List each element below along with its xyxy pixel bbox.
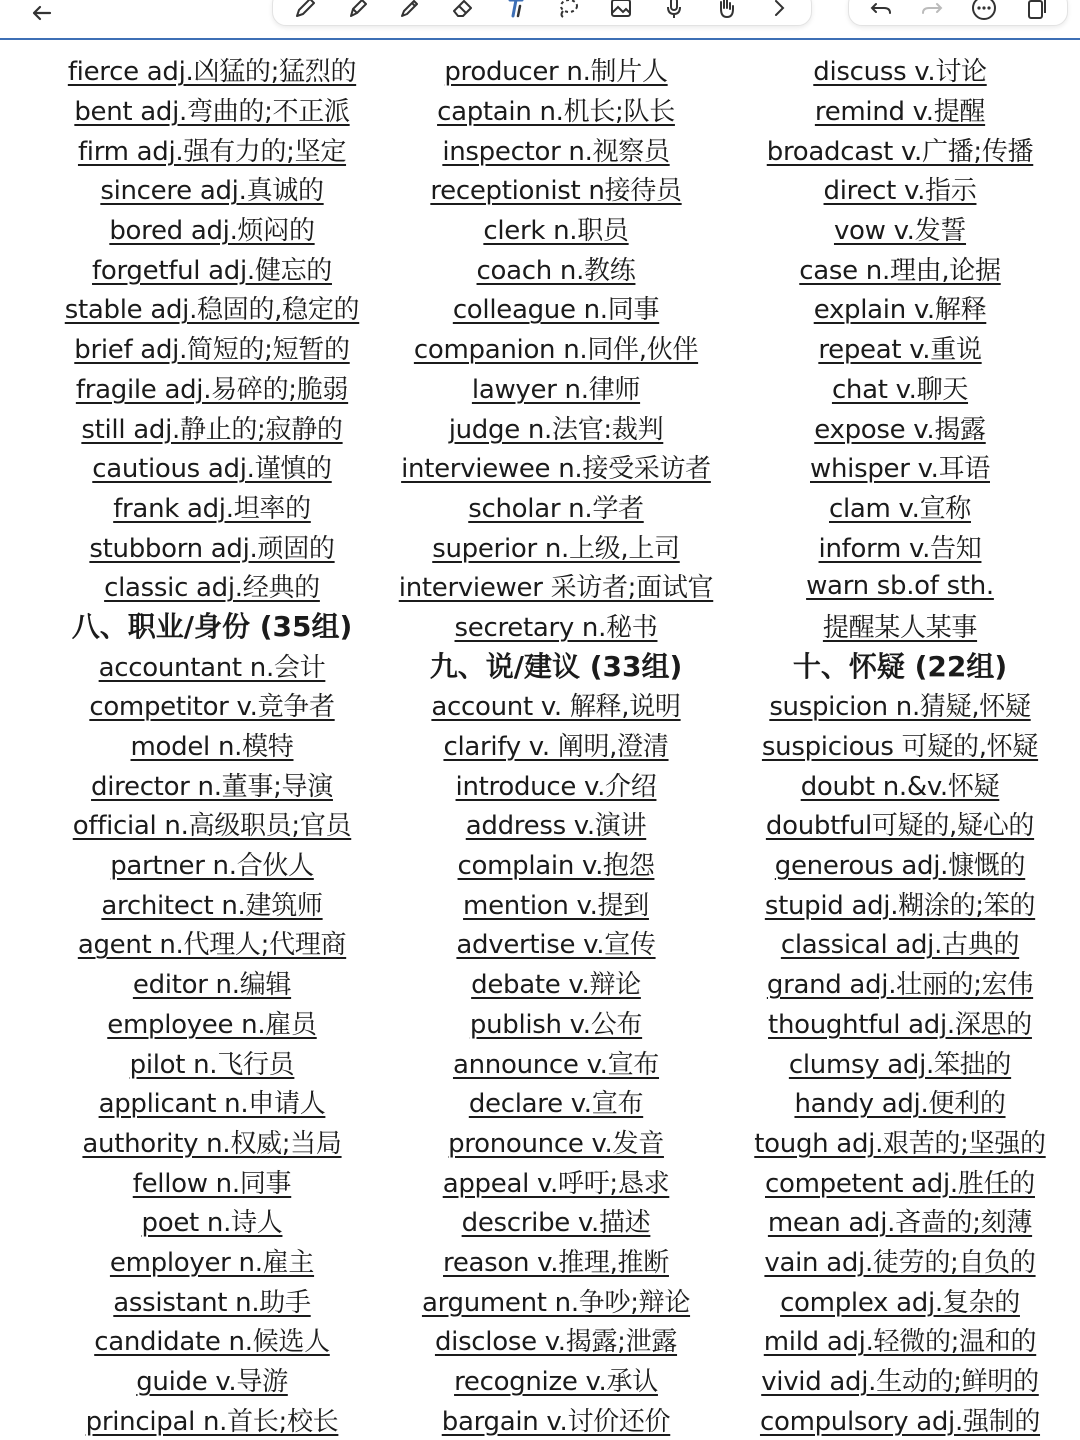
vocab-entry <box>720 1082 1080 1122</box>
vocab-entry-text: introduce v.介绍 <box>455 771 657 802</box>
vocab-entry <box>720 725 1080 765</box>
vocab-entry-text: secretary n.秘书 <box>454 612 658 643</box>
vocab-entry <box>32 487 392 527</box>
vocab-entry-text: coach n.教练 <box>476 255 636 286</box>
hand-tool[interactable] <box>708 0 744 23</box>
vocab-entry-text: appeal v.呼吁;恳求 <box>442 1168 670 1199</box>
vocab-entry <box>376 764 736 804</box>
vocab-entry-text: complex adj.复杂的 <box>780 1287 1020 1318</box>
vocab-entry <box>376 169 736 209</box>
vocab-column-3 <box>720 50 1080 1439</box>
vocab-entry <box>32 407 392 447</box>
vocab-entry <box>720 1360 1080 1400</box>
vocab-entry-text: suspicious 可疑的,怀疑 <box>761 732 1039 763</box>
eraser-tool[interactable] <box>445 0 481 23</box>
section-heading <box>376 645 736 685</box>
vocab-entry-text: compulsory adj.强制的 <box>759 1406 1041 1437</box>
vocab-entry-text: handy adj.便利的 <box>794 1089 1006 1120</box>
vocab-entry <box>376 526 736 566</box>
more-icon <box>970 0 998 22</box>
vocab-entry <box>32 368 392 408</box>
vocab-entry <box>376 923 736 963</box>
vocab-entry <box>376 368 736 408</box>
vocab-entry-text: competent adj.胜任的 <box>765 1168 1035 1199</box>
vocab-entry-text: mean adj.吝啬的;刻薄 <box>767 1208 1033 1239</box>
vocab-entry-text: candidate n.候选人 <box>94 1327 330 1358</box>
vocab-entry-text: fierce adj.凶猛的;猛烈的 <box>67 57 357 88</box>
vocab-entry <box>720 90 1080 130</box>
section-heading-text: 十、怀疑 (22组) <box>792 650 1008 684</box>
vocab-entry <box>32 50 392 90</box>
marker-icon <box>396 0 424 22</box>
vocab-entry-text: captain n.机长;队长 <box>437 97 675 128</box>
vocab-entry-text: clam v.宣称 <box>829 493 971 524</box>
vocab-entry-text: explain v.解释 <box>813 295 987 326</box>
vocab-entry <box>32 1003 392 1043</box>
vocab-entry <box>376 407 736 447</box>
vocab-entry-text: competitor v.竞争者 <box>89 692 335 723</box>
vocab-entry-text: producer n.制片人 <box>444 57 668 88</box>
vocab-entry-text: stable adj.稳固的,稳定的 <box>64 295 360 326</box>
vocab-entry-text: suspicion n.猜疑,怀疑 <box>769 692 1031 723</box>
vocab-entry-text: receptionist n接待员 <box>430 176 682 207</box>
vocab-entry <box>32 1360 392 1400</box>
vocab-entry-text: classic adj.经典的 <box>104 573 320 604</box>
vocab-entry <box>32 1201 392 1241</box>
vocab-entry <box>720 764 1080 804</box>
vocab-entry <box>376 1280 736 1320</box>
vocab-entry-text: vow v.发誓 <box>833 216 967 247</box>
vocab-entry <box>376 804 736 844</box>
vocab-entry-text: address v.演讲 <box>465 811 647 842</box>
microphone-icon <box>660 0 688 22</box>
vocab-entry-text: bored adj.烦闷的 <box>109 216 315 247</box>
vocab-entry <box>376 1082 736 1122</box>
vocab-entry-text: inform v.告知 <box>818 533 982 564</box>
section-heading <box>32 606 392 646</box>
vocab-entry-text: disclose v.揭露;泄露 <box>434 1327 678 1358</box>
vocab-entry-text: clumsy adj.笨拙的 <box>788 1049 1012 1080</box>
vocab-entry <box>32 923 392 963</box>
vocab-entry <box>720 1003 1080 1043</box>
vocab-entry-text: interviewer 采访者;面试官 <box>398 573 714 604</box>
chevron-right-icon <box>765 0 793 22</box>
vocab-entry <box>720 685 1080 725</box>
vocab-entry <box>32 169 392 209</box>
vocab-entry-text: judge n.法官:裁判 <box>448 414 664 445</box>
vocab-entry-text: applicant n.申请人 <box>98 1089 326 1120</box>
vocab-entry <box>32 685 392 725</box>
vocab-entry-text: cautious adj.谨慎的 <box>92 454 332 485</box>
vocab-entry <box>720 1399 1080 1439</box>
vocab-entry-text: whisper v.耳语 <box>810 454 990 485</box>
highlighter-icon <box>344 0 372 22</box>
vocab-entry <box>32 209 392 249</box>
vocab-entry <box>720 883 1080 923</box>
actions-bar <box>848 0 1068 26</box>
vocab-entry <box>376 685 736 725</box>
image-icon <box>607 0 635 22</box>
vocab-entry-text: declare v.宣布 <box>468 1089 644 1120</box>
vocab-entry-text: complain v.抱怨 <box>457 851 655 882</box>
vocab-entry <box>376 844 736 884</box>
vocab-entry-text: advertise v.宣传 <box>456 930 656 961</box>
vocab-entry-text: agent n.代理人;代理商 <box>77 930 347 961</box>
vocab-entry <box>720 129 1080 169</box>
vocab-entry <box>32 725 392 765</box>
vocab-entry <box>32 1161 392 1201</box>
vocab-entry <box>720 447 1080 487</box>
vocab-entry-text: clerk n.职员 <box>483 216 629 247</box>
vocab-entry-text: expose v.揭露 <box>814 414 986 445</box>
marker-tool[interactable] <box>392 0 428 23</box>
vocab-entry-text: tough adj.艰苦的;坚强的 <box>754 1128 1046 1159</box>
vocab-entry <box>376 209 736 249</box>
vocab-entry-text: stupid adj.糊涂的;笨的 <box>764 890 1036 921</box>
vocab-entry <box>32 645 392 685</box>
back-button[interactable] <box>22 0 62 32</box>
vocab-entry <box>32 963 392 1003</box>
vocab-entry <box>720 209 1080 249</box>
vocab-entry-text: thoughtful adj.深思的 <box>768 1009 1032 1040</box>
vocab-entry <box>720 50 1080 90</box>
eraser-icon <box>449 0 477 22</box>
top-toolbar <box>0 0 1080 40</box>
vocab-entry-text: warn sb.of sth. <box>806 570 994 601</box>
vocab-entry <box>32 1399 392 1439</box>
vocab-entry <box>720 844 1080 884</box>
vocab-entry <box>376 1161 736 1201</box>
vocab-entry-text: inspector n.视察员 <box>442 136 670 167</box>
vocab-entry <box>720 1241 1080 1281</box>
vocab-entry-text: accountant n.会计 <box>98 652 326 683</box>
vocab-entry-text: doubtful可疑的,疑心的 <box>765 811 1035 842</box>
vocab-entry <box>376 447 736 487</box>
more-button[interactable] <box>966 0 1002 23</box>
vocab-entry-text: interviewee n.接受采访者 <box>401 454 711 485</box>
vocab-entry <box>720 328 1080 368</box>
vocab-entry-text: reason v.推理,推断 <box>443 1247 669 1278</box>
microphone-tool[interactable] <box>656 0 692 23</box>
vocab-entry-text: colleague n.同事 <box>452 295 660 326</box>
vocab-entry-text: director n.董事;导演 <box>91 771 333 802</box>
vocab-entry-text: bent adj.弯曲的;不正派 <box>74 97 350 128</box>
vocab-entry <box>720 1042 1080 1082</box>
vocab-entry <box>376 328 736 368</box>
vocab-entry <box>720 526 1080 566</box>
vocab-entry-text: architect n.建筑师 <box>101 890 323 921</box>
vocab-entry <box>720 1201 1080 1241</box>
vocab-entry <box>376 1360 736 1400</box>
vocab-entry <box>376 1122 736 1162</box>
pages-icon <box>1021 0 1049 22</box>
vocab-entry <box>32 1280 392 1320</box>
vocab-entry <box>720 487 1080 527</box>
vocab-entry-text: argument n.争吵;辩论 <box>421 1287 691 1318</box>
vocab-entry-text: case n.理由,论据 <box>799 255 1001 286</box>
vocab-entry-text: chat v.聊天 <box>831 374 969 405</box>
vocab-entry <box>720 804 1080 844</box>
vocab-entry-text: companion n.同伴,伙伴 <box>413 335 699 366</box>
vocab-entry <box>720 1320 1080 1360</box>
vocab-entry <box>376 883 736 923</box>
drawing-tools-bar <box>272 0 812 26</box>
vocab-entry <box>720 407 1080 447</box>
vocab-entry-text: forgetful adj.健忘的 <box>92 255 332 286</box>
vocab-entry <box>720 606 1080 646</box>
text-icon <box>502 0 530 22</box>
vocab-entry-text: fragile adj.易碎的;脆弱 <box>75 374 349 405</box>
vocab-entry-text: editor n.编辑 <box>132 970 292 1001</box>
vocab-entry <box>376 487 736 527</box>
vocab-entry <box>376 1201 736 1241</box>
vocab-entry <box>32 328 392 368</box>
vocab-entry-text: brief adj.简短的;短暂的 <box>74 335 350 366</box>
redo-icon <box>918 0 946 22</box>
toolbar-divider <box>0 38 1080 40</box>
pages-button[interactable] <box>1017 0 1053 23</box>
pen-icon <box>291 0 319 22</box>
vocab-entry-text: vain adj.徒劳的;自负的 <box>764 1247 1036 1278</box>
vocab-entry-text: fellow n.同事 <box>132 1168 292 1199</box>
vocab-entry <box>376 963 736 1003</box>
vocab-entry-text: model n.模特 <box>130 732 294 763</box>
vocab-entry <box>32 1320 392 1360</box>
lasso-icon <box>554 0 582 22</box>
vocab-entry <box>376 90 736 130</box>
section-heading-text: 八、职业/身份 (35组) <box>71 610 353 644</box>
vocab-entry-text: frank adj.坦率的 <box>113 493 311 524</box>
vocab-entry <box>32 1042 392 1082</box>
section-heading-text: 九、说/建议 (33组) <box>429 650 683 684</box>
vocab-entry <box>32 764 392 804</box>
vocab-entry-text: debate v.辩论 <box>471 970 641 1001</box>
back-arrow-icon <box>28 0 56 27</box>
vocab-entry-text: doubt n.&v.怀疑 <box>800 771 1000 802</box>
vocab-column-1 <box>32 50 392 1439</box>
vocab-entry-text: direct v.指示 <box>823 176 977 207</box>
hand-icon <box>712 0 740 22</box>
vocab-entry <box>720 1280 1080 1320</box>
vocab-entry <box>376 1320 736 1360</box>
vocab-entry-text: recognize v.承认 <box>454 1367 658 1398</box>
pen-tool[interactable] <box>287 0 323 23</box>
vocab-entry-text: employer n.雇主 <box>109 1247 315 1278</box>
vocab-entry-text: still adj.静止的;寂静的 <box>81 414 343 445</box>
vocab-entry-text: publish v.公布 <box>469 1009 643 1040</box>
vocab-entry-text: assistant n.助手 <box>113 1287 311 1318</box>
vocab-entry <box>32 1241 392 1281</box>
vocab-entry-text: mention v.提到 <box>463 890 649 921</box>
vocab-entry-text: remind v.提醒 <box>814 97 986 128</box>
vocab-entry-text: scholar n.学者 <box>468 493 644 524</box>
vocab-column-2 <box>376 50 736 1439</box>
vocab-entry-text: official n.高级职员;官员 <box>72 811 352 842</box>
vocab-entry <box>720 963 1080 1003</box>
vocab-entry <box>32 844 392 884</box>
vocab-entry-text: discuss v.讨论 <box>813 57 987 88</box>
more-tools-button[interactable] <box>761 0 797 23</box>
vocab-entry <box>720 1161 1080 1201</box>
vocab-entry <box>376 1241 736 1281</box>
undo-button[interactable] <box>863 0 899 23</box>
vocab-entry <box>32 883 392 923</box>
vocab-entry-text: mild adj.轻微的;温和的 <box>763 1327 1037 1358</box>
vocab-entry-text: lawyer n.律师 <box>471 374 641 405</box>
vocab-entry <box>376 725 736 765</box>
vocab-entry <box>32 288 392 328</box>
vocab-entry-text: poet n.诗人 <box>141 1208 283 1239</box>
vocab-entry <box>32 566 392 606</box>
vocab-entry-text: announce v.宣布 <box>452 1049 660 1080</box>
vocab-entry <box>376 288 736 328</box>
vocab-entry <box>720 566 1080 606</box>
vocab-entry-text: pilot n.飞行员 <box>129 1049 295 1080</box>
vocab-entry <box>720 169 1080 209</box>
vocab-entry-text: generous adj.慷慨的 <box>774 851 1026 882</box>
vocab-entry-text: repeat v.重说 <box>818 335 982 366</box>
vocab-entry <box>376 129 736 169</box>
vocab-entry <box>32 90 392 130</box>
vocab-entry-text: broadcast v.广播;传播 <box>766 136 1034 167</box>
lasso-tool[interactable] <box>550 0 586 23</box>
vocab-entry-text: firm adj.强有力的;坚定 <box>77 136 347 167</box>
image-tool[interactable] <box>603 0 639 23</box>
vocab-entry-text: describe v.描述 <box>461 1208 651 1239</box>
undo-icon <box>867 0 895 22</box>
vocab-entry <box>376 566 736 606</box>
vocab-entry-text: sincere adj.真诚的 <box>100 176 324 207</box>
vocab-entry-text: stubborn adj.顽固的 <box>89 533 335 564</box>
vocab-entry <box>376 606 736 646</box>
vocab-entry-text: bargain v.讨价还价 <box>441 1406 671 1437</box>
vocab-entry <box>376 50 736 90</box>
vocab-entry <box>720 288 1080 328</box>
vocab-entry <box>32 447 392 487</box>
vocab-entry-text: grand adj.壮丽的;宏伟 <box>766 970 1034 1001</box>
vocab-entry-text: superior n.上级,上司 <box>432 533 680 564</box>
vocab-entry-text: account v. 解释,说明 <box>431 692 681 723</box>
section-heading <box>720 645 1080 685</box>
vocab-entry <box>376 1003 736 1043</box>
vocab-entry <box>720 368 1080 408</box>
vocab-entry <box>32 1122 392 1162</box>
vocab-entry <box>720 248 1080 288</box>
vocab-entry <box>376 1042 736 1082</box>
vocab-entry-text: employee n.雇员 <box>107 1009 317 1040</box>
redo-button[interactable] <box>914 0 950 23</box>
vocab-entry-text: principal n.首长;校长 <box>85 1406 339 1437</box>
vocab-entry-text: authority n.权威;当局 <box>82 1128 342 1159</box>
highlighter-tool[interactable] <box>340 0 376 23</box>
vocab-entry <box>32 804 392 844</box>
vocab-entry-text: 提醒某人某事 <box>822 612 978 643</box>
vocab-entry <box>720 1122 1080 1162</box>
vocab-entry-text: classical adj.古典的 <box>780 930 1020 961</box>
vocab-entry <box>32 129 392 169</box>
vocab-entry-text: vivid adj.生动的;鲜明的 <box>761 1367 1039 1398</box>
vocab-entry-text: clarify v. 阐明,澄清 <box>443 732 669 763</box>
vocab-entry <box>32 1082 392 1122</box>
text-tool[interactable] <box>498 0 534 23</box>
vocab-entry-text: pronounce v.发音 <box>448 1128 664 1159</box>
vocab-entry <box>32 526 392 566</box>
vocab-entry-text: guide v.导游 <box>136 1367 288 1398</box>
vocab-entry <box>376 248 736 288</box>
vocab-entry <box>32 248 392 288</box>
vocab-entry <box>376 1399 736 1439</box>
vocab-entry-text: partner n.合伙人 <box>110 851 314 882</box>
vocab-entry <box>720 923 1080 963</box>
